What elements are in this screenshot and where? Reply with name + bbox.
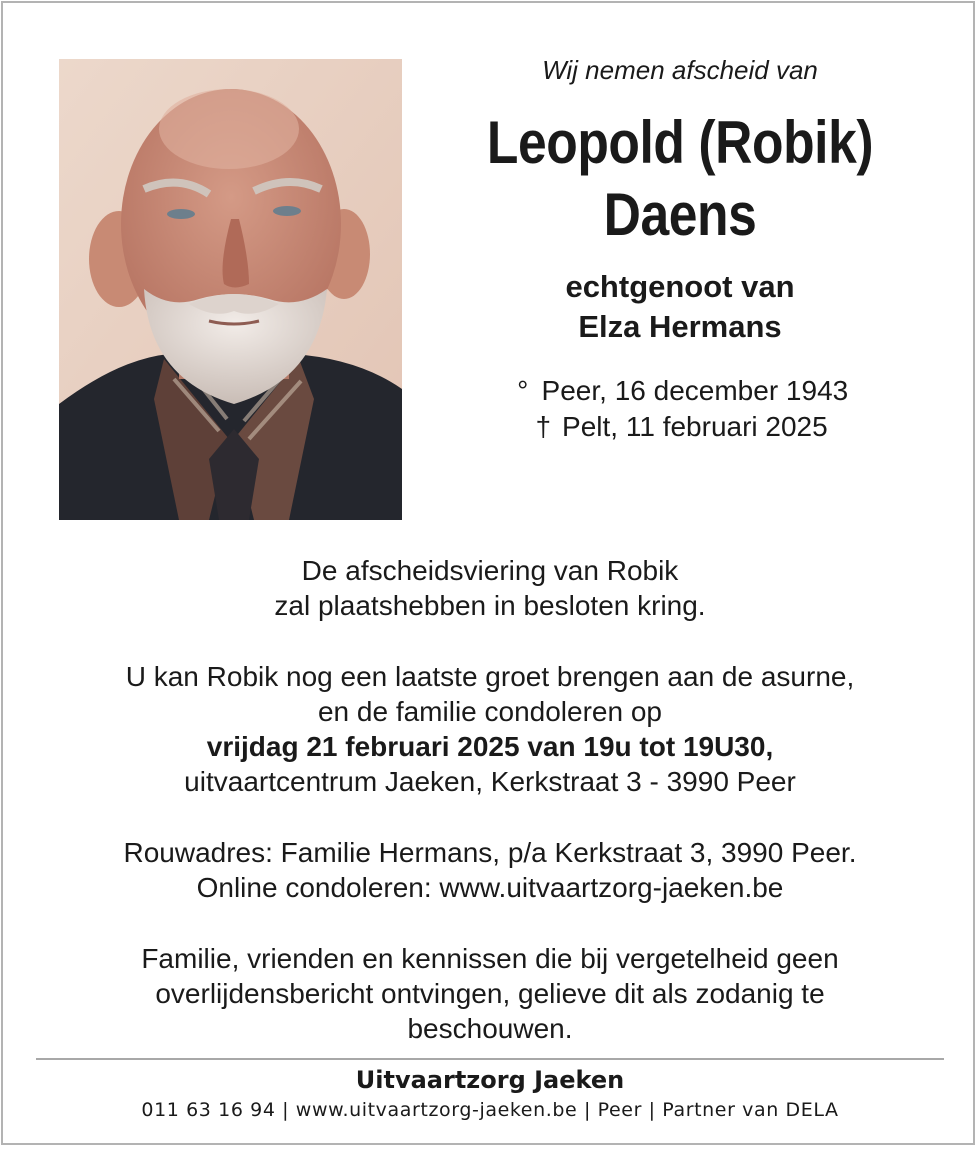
birth-text: Peer, 16 december 1943: [541, 375, 849, 406]
death-line: [420, 409, 940, 445]
visit-line1: U kan Robik nog een laatste groet brengen aan de asurne,: [125, 661, 855, 692]
deceased-name-line2: Daens: [603, 181, 757, 248]
visit-line2: en de familie condoleren op: [317, 696, 662, 727]
notice-disclaimer-line1: Familie, vrienden en kennissen die bij vergetelheid geen: [141, 943, 839, 974]
relation-line1: echtgenoot van: [565, 269, 795, 304]
notice-header: [420, 50, 940, 445]
funeral-home-name: Uitvaartzorg Jaeken: [355, 1066, 625, 1094]
life-dates: [420, 373, 940, 445]
funeral-home-contact: 011 63 16 94 | www.uitvaartzorg-jaeken.be | Peer | Partner van DELA: [141, 1099, 839, 1121]
online-condolence: Online condoleren: www.uitvaartzorg-jaeken.be: [196, 872, 784, 903]
relation-line2: Elza Hermans: [578, 309, 782, 344]
birth-line: [420, 373, 940, 409]
mourning-address: Rouwadres: Familie Hermans, p/a Kerkstraat 3, 3990 Peer.: [123, 837, 857, 868]
spouse-relation: [420, 267, 940, 347]
notice-disclaimer-line2: overlijdensbericht ontvingen, gelieve dit als zodanig te: [155, 978, 825, 1009]
deceased-name-line1: Leopold (Robik): [486, 109, 874, 176]
notice-disclaimer-line3: beschouwen.: [407, 1013, 573, 1044]
death-text: Pelt, 11 februari 2025: [562, 411, 828, 442]
portrait-photo: [59, 59, 402, 520]
footer-divider: [36, 1058, 944, 1060]
intro-text: Wij nemen afscheid van: [542, 55, 818, 85]
deceased-name: [456, 107, 903, 251]
visit-location: uitvaartcentrum Jaeken, Kerkstraat 3 - 3990 Peer: [184, 766, 796, 797]
ceremony-line1: De afscheidsviering van Robik: [301, 555, 679, 586]
visit-datetime: vrijdag 21 februari 2025 van 19u tot 19U30,: [206, 731, 774, 762]
birth-symbol-icon: °: [517, 375, 529, 406]
cross-icon: †: [535, 411, 552, 442]
notice-body: [40, 553, 940, 1046]
ceremony-line2: zal plaatshebben in besloten kring.: [274, 590, 706, 621]
footer: [36, 1063, 944, 1123]
